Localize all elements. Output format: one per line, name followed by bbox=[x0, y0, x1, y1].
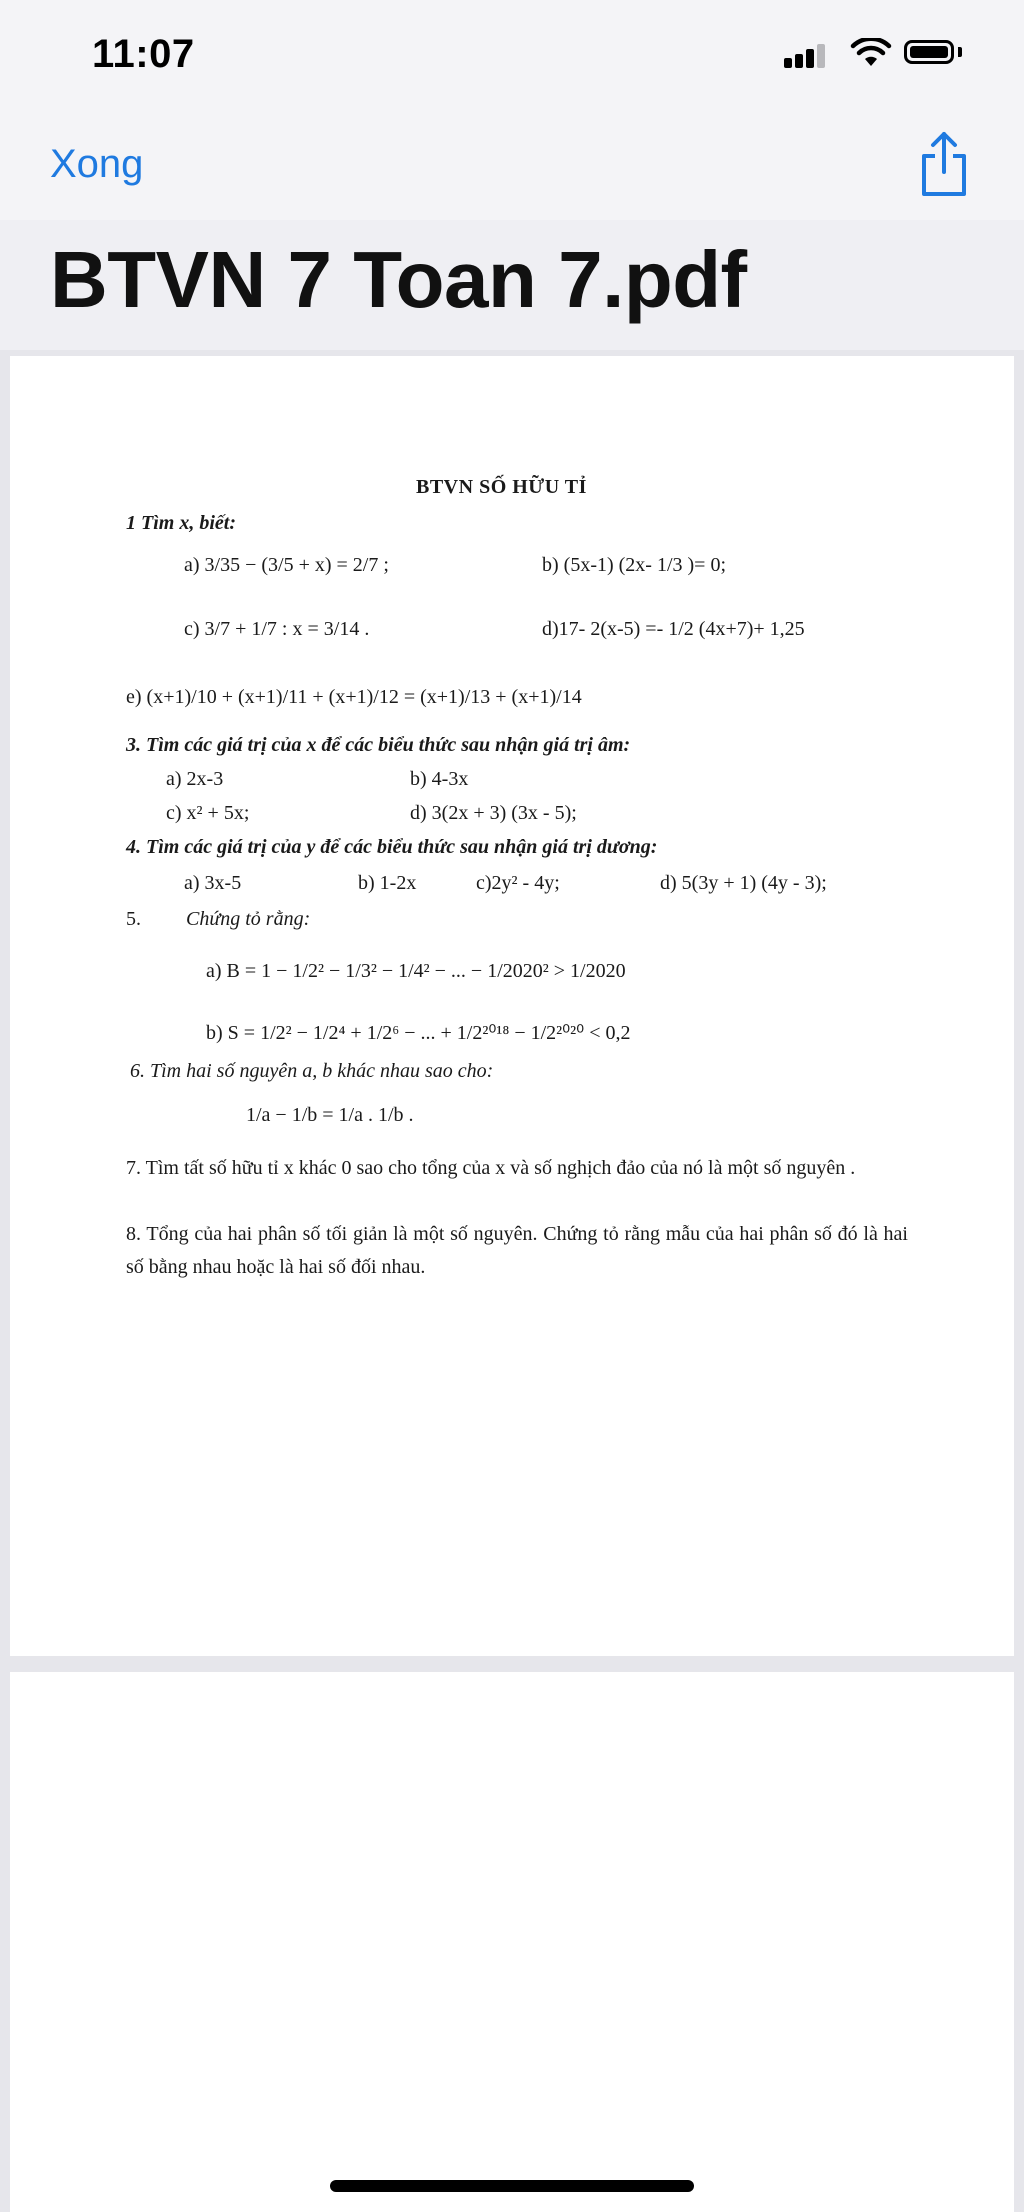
q4-b: b) 1-2x bbox=[358, 872, 417, 894]
q6-label: 6. Tìm hai số nguyên a, b khác nhau sao cho: bbox=[130, 1060, 494, 1082]
pdf-content bbox=[10, 356, 1014, 1656]
battery-icon bbox=[904, 40, 954, 64]
q5-a: a) B = 1 − 1/2² − 1/3² − 1/4² − ... − 1/2020² > 1/2020 bbox=[206, 960, 626, 982]
done-button[interactable]: Xong bbox=[50, 142, 144, 186]
q6-expr: 1/a − 1/b = 1/a . 1/b . bbox=[246, 1104, 414, 1126]
q4-a: a) 3x-5 bbox=[184, 872, 242, 894]
q3-c: c) x² + 5x; bbox=[166, 802, 250, 824]
pdf-page-2[interactable] bbox=[10, 1672, 1014, 2212]
q1-d: d)17- 2(x-5) =- 1/2 (4x+7)+ 1,25 bbox=[542, 618, 805, 640]
q8-text: 8. Tổng của hai phân số tối giản là một số nguyên. Chứng tỏ rằng mẫu của hai phân số đó là hai số bằng nhau hoặc là hai số đối nhau. bbox=[126, 1223, 908, 1278]
q4-c: c)2y² - 4y; bbox=[476, 872, 560, 894]
q5-b: b) S = 1/2² − 1/2⁴ + 1/2⁶ − ... + 1/2²⁰¹⁸ − 1/2²⁰²⁰ < 0,2 bbox=[206, 1022, 631, 1044]
title-bar bbox=[0, 220, 1024, 350]
share-icon[interactable] bbox=[916, 130, 972, 200]
q3-b: b) 4-3x bbox=[410, 768, 469, 790]
q3-d: d) 3(2x + 3) (3x - 5); bbox=[410, 802, 577, 824]
q3-label: 3. Tìm các giá trị của x để các biểu thức sau nhận giá trị âm: bbox=[126, 734, 631, 756]
status-time: 11:07 bbox=[92, 32, 195, 76]
q5-number: 5. bbox=[126, 908, 141, 930]
q4-label: 4. Tìm các giá trị của y để các biểu thức sau nhận giá trị dương: bbox=[126, 836, 658, 858]
q1-label: 1 Tìm x, biết: bbox=[126, 512, 236, 534]
q5-label: Chứng tỏ rằng: bbox=[186, 908, 311, 930]
q7-text: 7. Tìm tất số hữu tỉ x khác 0 sao cho tổng của x và số nghịch đảo của nó là một số nguyên . bbox=[126, 1157, 856, 1179]
navigation-bar bbox=[0, 110, 1024, 220]
doc-heading: BTVN SỐ HỮU TỈ bbox=[416, 476, 587, 498]
q1-c: c) 3/7 + 1/7 : x = 3/14 . bbox=[184, 618, 370, 640]
page-title: BTVN 7 Toan 7.pdf bbox=[50, 235, 747, 324]
pdf-page-1[interactable] bbox=[10, 356, 1014, 1656]
wifi-icon bbox=[850, 38, 892, 68]
q1-e: e) (x+1)/10 + (x+1)/11 + (x+1)/12 = (x+1)/13 + (x+1)/14 bbox=[126, 686, 582, 708]
q4-d: d) 5(3y + 1) (4y - 3); bbox=[660, 872, 827, 894]
battery-cap bbox=[958, 47, 962, 57]
q1-a: a) 3/35 − (3/5 + x) = 2/7 ; bbox=[184, 554, 389, 576]
q3-a: a) 2x-3 bbox=[166, 768, 224, 790]
home-indicator[interactable] bbox=[330, 2180, 694, 2192]
q1-b: b) (5x-1) (2x- 1/3 )= 0; bbox=[542, 554, 727, 576]
status-bar bbox=[0, 0, 1024, 110]
